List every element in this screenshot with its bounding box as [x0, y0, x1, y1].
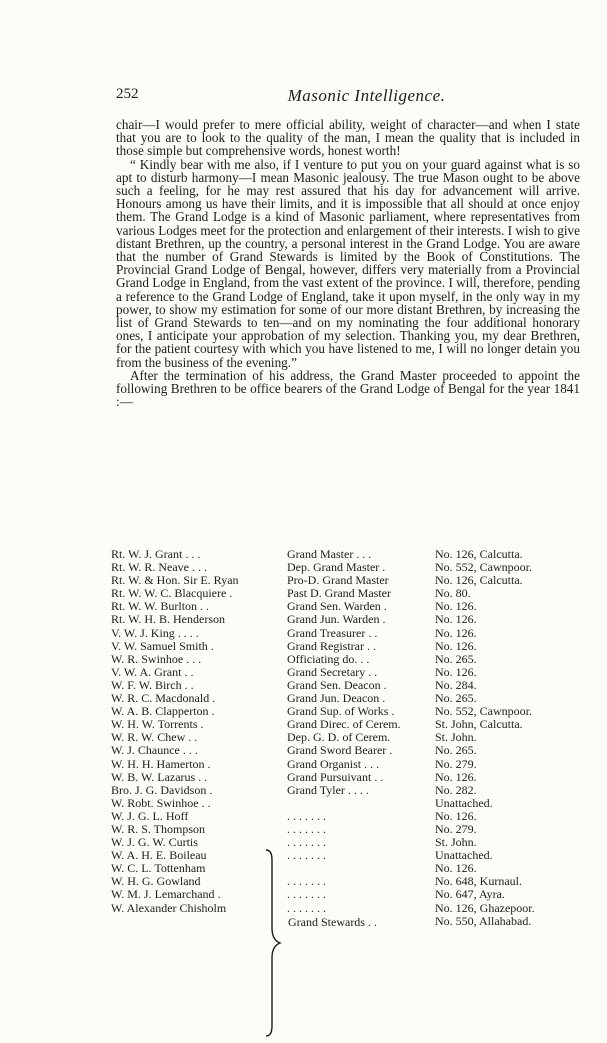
officer-name: W. J. Chaunce . . .: [111, 743, 198, 758]
officer-lodge: No. 126.: [435, 612, 477, 627]
officer-office: Grand Pursuivant . .: [287, 769, 384, 784]
officer-lodge: No. 80.: [435, 586, 471, 601]
officer-name: Rt. W. J. Grant . . .: [111, 547, 201, 561]
officer-name: W. J. G. W. Curtis: [111, 835, 198, 850]
officer-name: W. H. W. Torrents .: [111, 717, 204, 732]
officer-row: [111, 810, 586, 823]
officer-row: [111, 627, 586, 640]
officer-lodge: St. John, Calcutta.: [435, 717, 523, 732]
officer-row: [111, 797, 586, 810]
officer-name: Rt. W. R. Neave . . .: [111, 560, 207, 575]
officer-name: W. C. L. Tottenham: [111, 861, 206, 876]
officers-table: [111, 548, 586, 928]
officer-row: [111, 666, 586, 679]
officer-row: [111, 744, 586, 757]
officer-office: Grand Organist . . .: [287, 756, 380, 771]
officer-lodge: No. 126.: [435, 599, 477, 614]
officer-name: W. B. W. Lazarus . .: [111, 769, 208, 784]
officer-name: W. M. J. Lemarchand .: [111, 887, 221, 902]
page-number: 252: [116, 86, 139, 102]
officer-office: Grand Sword Bearer .: [287, 743, 393, 758]
officer-office: Grand Secretary . .: [287, 664, 378, 679]
officer-name: Rt. W. W. Burlton . .: [111, 599, 210, 614]
officer-office: . . . . . . .: [287, 900, 326, 915]
paragraph: “ Kindly bear with me also, if I venture to put you on your guard against what is so apt to disturb harmony—I mean Masonic jealousy. The true Mason ought to be above such a feeling, for he may rest assured that his day for advancement will arrive. Honours among us have their limits, and it is impossible that all should at once enjoy them. The Grand Lodge is a kind of Masonic parliament, where representatives from various Lodges meet for the protection and enlargement of their interests. I wish to give distant Brethren, up the country, a personal interest in the Grand Lodge. You are aware that the number of Grand Stewards is limited by the Book of Constitutions. The Provincial Grand Lodge of Bengal, however, differs very materially from a Provincial Grand Lodge in England, from the vast extent of the province. I will, therefore, pending a reference to the Grand Lodge of England, take it upon myself, in the only way in my power, to show my estimation for some of our more distant Brethren, by increasing the list of Grand Stewards to ten—and on my nominating the four additional honorary ones, I anticipate your approbation of my selection. Thanking you, my dear Brethren, for the patient courtesy with which you have listened to me, I will no longer detain you from the business of the evening.”: [116, 156, 580, 370]
paragraph: After the termination of his address, the Grand Master proceeded to appoint the following Brethren to be office bearers of the Grand Lodge of Bengal for the year 1841 :—: [116, 367, 580, 410]
officer-lodge: No. 265.: [435, 691, 477, 706]
running-title: Masonic Intelligence.: [287, 86, 446, 105]
officer-row: [111, 784, 586, 797]
officer-office: Grand Jun. Warden .: [287, 612, 386, 627]
officer-row: [111, 902, 586, 915]
officer-office: Grand Sen. Deacon .: [287, 677, 387, 692]
officer-lodge: No. 126.: [435, 808, 477, 823]
officer-office: . . . . . . .: [287, 874, 326, 889]
officer-office: . . . . . . .: [287, 835, 326, 850]
officer-name: Rt. W. & Hon. Sir E. Ryan: [111, 573, 239, 588]
officer-name: V. W. Samuel Smith .: [111, 638, 214, 653]
officer-name: W. Alexander Chisholm: [111, 900, 227, 915]
officer-row: [111, 613, 586, 626]
officer-office: Dep. G. D. of Cerem.: [287, 730, 391, 745]
officer-name: W. R. W. Chew . .: [111, 730, 198, 745]
officer-lodge: No. 126.: [435, 625, 477, 640]
brace-icon: [262, 848, 288, 1038]
officer-lodge: No. 265.: [435, 743, 477, 758]
officer-name: W. R. S. Thompson: [111, 821, 206, 836]
officer-row: [111, 640, 586, 653]
officer-name: Rt. W. H. B. Henderson: [111, 612, 225, 627]
officer-lodge: Unattached.: [435, 795, 493, 810]
officer-office: . . . . . . .: [287, 848, 326, 863]
officer-office: Grand Registrar . .: [287, 638, 376, 653]
officer-office: Grand Treasurer . .: [287, 625, 378, 640]
officer-lodge: No. 126.: [435, 861, 477, 876]
officer-lodge: No. 126, Calcutta.: [435, 573, 523, 588]
officer-office: Grand Jun. Deacon .: [287, 691, 386, 706]
officer-lodge: No. 279.: [435, 756, 477, 771]
officer-lodge: No. 126.: [435, 769, 477, 784]
officer-office: Officiating do. . .: [287, 651, 370, 666]
officer-lodge: St. John.: [435, 730, 477, 745]
officer-lodge: No. 282.: [435, 782, 477, 797]
officer-name: W. J. G. L. Hoff: [111, 808, 189, 823]
officer-name: V. W. J. King . . . .: [111, 625, 199, 640]
officer-name: W. R. C. Macdonald .: [111, 691, 216, 706]
officer-lodge: No. 550, Allahabad.: [435, 913, 532, 928]
empty-cell: [111, 915, 287, 928]
officer-office: . . . . . . .: [287, 821, 326, 836]
officer-name: W. H. G. Gowland: [111, 874, 201, 889]
officer-row: [111, 888, 586, 901]
officer-lodge: No. 126, Calcutta.: [435, 547, 523, 561]
officer-name: Rt. W. W. C. Blacquiere .: [111, 586, 233, 601]
officer-lodge: Unattached.: [435, 848, 493, 863]
grand-stewards-brace: [262, 848, 288, 1040]
officer-office: Grand Sup. of Works .: [287, 704, 395, 719]
officer-row: [111, 771, 586, 784]
officer-office: Grand Direc. of Cerem.: [287, 717, 401, 732]
officer-row: [111, 758, 586, 771]
page-header: [116, 86, 577, 110]
officer-office: Pro-D. Grand Master: [287, 573, 389, 588]
officer-office: . . . . . . .: [287, 887, 326, 902]
officer-name: W. Robt. Swinhoe . .: [111, 795, 211, 810]
officer-lodge: No. 648, Kurnaul.: [435, 874, 522, 889]
officer-name: Bro. J. G. Davidson .: [111, 782, 213, 797]
officer-lodge: No. 126, Ghazepoor.: [435, 900, 535, 915]
officer-name: V. W. A. Grant . .: [111, 664, 194, 679]
officer-name: W. A. B. Clapperton .: [111, 704, 215, 719]
officer-name: W. F. W. Birch . .: [111, 677, 194, 692]
officer-lodge: No. 126.: [435, 664, 477, 679]
officer-lodge: No. 126.: [435, 638, 477, 653]
officer-office: . . . . . . .: [287, 808, 326, 823]
officer-lodge: St. John.: [435, 835, 477, 850]
officer-office: Dep. Grand Master .: [287, 560, 386, 575]
grand-stewards-label: Grand Stewards . .: [288, 915, 377, 929]
officer-lodge: No. 284.: [435, 677, 477, 692]
officer-lodge: No. 552, Cawnpoor.: [435, 704, 532, 719]
officer-office: Grand Master . . .: [287, 547, 372, 561]
officer-lodge: No. 552, Cawnpoor.: [435, 560, 532, 575]
officer-office: Past D. Grand Master: [287, 586, 391, 601]
officer-lodge: No. 279.: [435, 821, 477, 836]
officer-row: [111, 653, 586, 666]
body-text: [116, 118, 580, 408]
paragraph: chair—I would prefer to mere official ability, weight of character—and when I state that you are to look to the quality of the man, I mean the quality that is included in those simple but comprehensive words, honest worth!: [116, 117, 580, 159]
officer-office: Grand Sen. Warden .: [287, 599, 387, 614]
officer-name: W. H. H. Hamerton .: [111, 756, 211, 771]
officer-name: W. A. H. E. Boileau: [111, 848, 207, 863]
officer-office: Grand Tyler . . . .: [287, 782, 369, 797]
officer-lodge: No. 265.: [435, 651, 477, 666]
officer-lodge: No. 647, Ayra.: [435, 887, 505, 902]
officer-office: [287, 797, 435, 810]
officer-name: W. R. Swinhoe . . .: [111, 651, 202, 666]
